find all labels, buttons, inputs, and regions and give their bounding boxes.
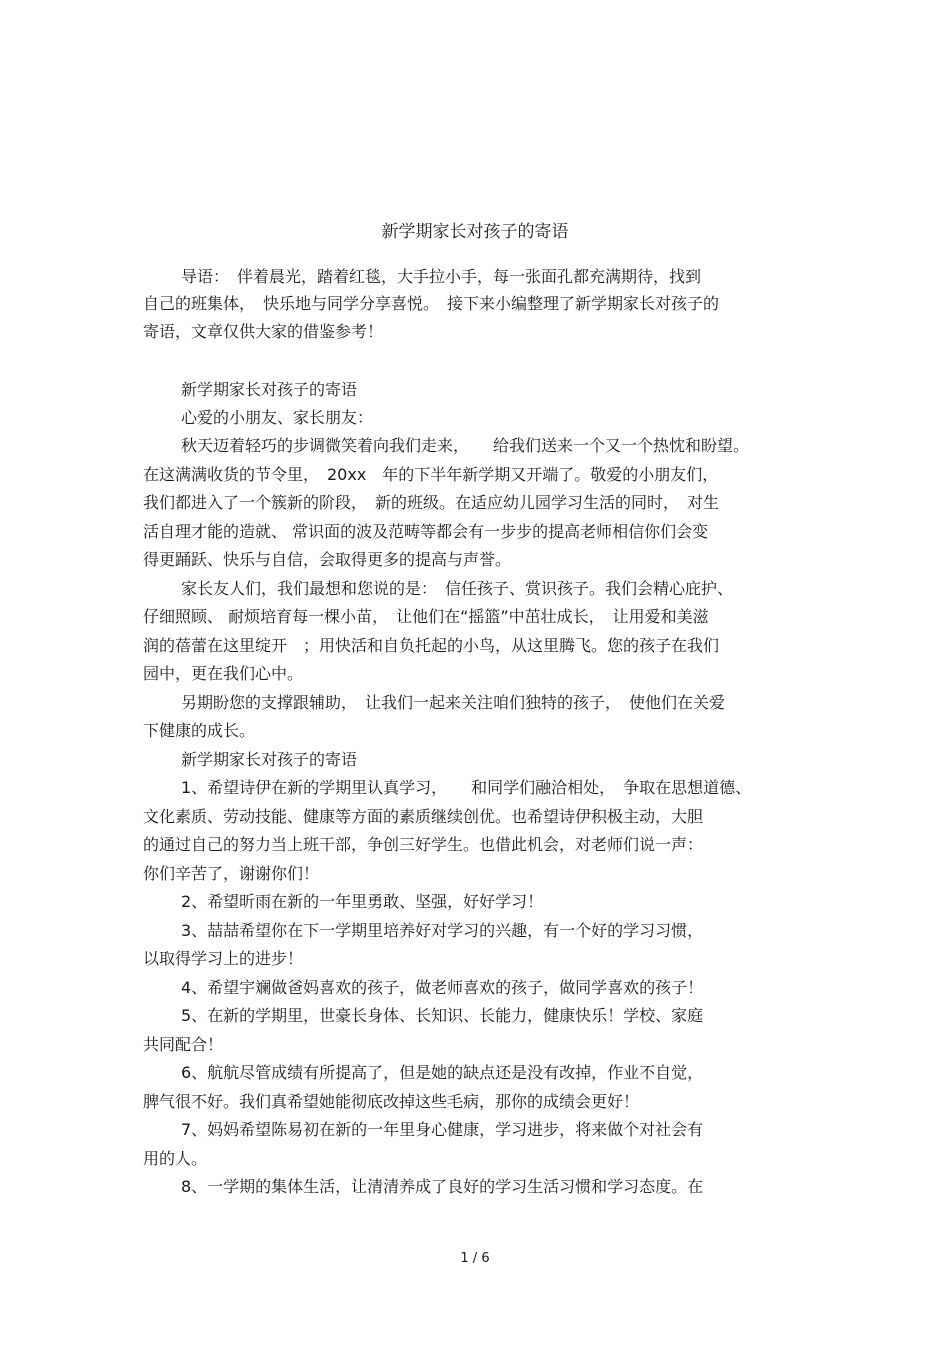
paragraph-line: 仔细照顾、 耐烦培育每一棵小苗， 让他们在“摇篮”中茁壮成长， 让用爱和美滋 [143, 607, 709, 626]
paragraph-line: 用的人。 [143, 1149, 208, 1168]
page-number: 1 / 6 [460, 1251, 490, 1266]
paragraph-line: 共同配合！ [143, 1035, 224, 1054]
paragraph-line: 4、希望宇斓做爸妈喜欢的孩子，做老师喜欢的孩子，做同学喜欢的孩子！ [181, 978, 704, 997]
paragraph-line: 园中，更在我们心中。 [143, 664, 304, 683]
paragraph-line: 活自理才能的造就、 常识面的波及范畴等都会有一步步的提高老师相信你们会变 [143, 522, 709, 541]
paragraph-line: 家长友人们，我们最想和您说的是： 信任孩子、赏识孩子。我们会精心庇护、 [181, 579, 734, 598]
paragraph-line: 的通过自己的努力当上班干部，争创三好学生。也借此机会，对老师们说一声： [143, 835, 704, 854]
paragraph-line: 在这满满收货的节令里， 20xx 年的下半年新学期又开端了。敬爱的小朋友们， [143, 465, 719, 484]
paragraph-line: 寄语，文章仅供大家的借鉴参考！ [143, 322, 384, 341]
paragraph-line: 6、航航尽管成绩有所提高了，但是她的缺点还是没有改掉，作业不自觉， [181, 1063, 704, 1082]
paragraph-line: 2、希望昕雨在新的一年里勇敢、坚强，好好学习！ [181, 892, 544, 911]
document-title: 新学期家长对孩子的寄语 [381, 222, 569, 242]
paragraph-line: 7、妈妈希望陈易初在新的一年里身心健康，学习进步，将来做个对社会有 [181, 1120, 704, 1139]
paragraph-line: 脾气很不好。我们真希望她能彻底改掉这些毛病，那你的成绩会更好！ [143, 1092, 640, 1111]
section-heading: 新学期家长对孩子的寄语 [181, 380, 358, 399]
paragraph-line: 下健康的成长。 [143, 721, 256, 740]
paragraph-line: 1、希望诗伊在新的学期里认真学习， 和同学们融洽相处， 争取在思想道德、 [181, 778, 752, 797]
paragraph-line: 你们辛苦了，谢谢你们！ [143, 864, 320, 883]
paragraph-line: 我们都进入了一个簇新的阶段， 新的班级。在适应幼儿园学习生活的同时， 对生 [143, 493, 720, 512]
paragraph-line: 秋天迈着轻巧的步调微笑着向我们走来， 给我们送来一个又一个热忱和盼望。 [181, 436, 750, 455]
paragraph-line: 3、喆喆希望你在下一学期里培养好对学习的兴趣，有一个好的学习习惯， [181, 921, 704, 940]
paragraph-line: 另期盼您的支撑跟辅助， 让我们一起来关注咱们独特的孩子， 使他们在关爱 [181, 693, 726, 712]
section-heading: 新学期家长对孩子的寄语 [181, 750, 358, 769]
paragraph-line: 以取得学习上的进步！ [143, 949, 304, 968]
paragraph-line: 8、一学期的集体生活，让清清养成了良好的学习生活习惯和学习态度。在 [181, 1177, 704, 1196]
paragraph-line: 润的蓓蕾在这里绽开 ；用快活和自负托起的小鸟，从这里腾飞。您的孩子在我们 [143, 636, 720, 655]
paragraph-line: 心爱的小朋友、家长朋友： [181, 408, 374, 427]
paragraph-line: 5、在新的学期里，世豪长身体、长知识、长能力，健康快乐！学校、家庭 [181, 1006, 704, 1025]
paragraph-line: 导语： 伴着晨光，踏着红毯，大手拉小手，每一张面孔都充满期待，找到 [181, 267, 702, 286]
paragraph-line: 得更踊跃、快乐与自信，会取得更多的提高与声誉。 [143, 550, 512, 569]
paragraph-line: 自己的班集体， 快乐地与同学分享喜悦。 接下来小编整理了新学期家长对孩子的 [143, 294, 720, 313]
paragraph-line: 文化素质、劳动技能、健康等方面的素质继续创优。也希望诗伊积极主动，大胆 [143, 807, 704, 826]
